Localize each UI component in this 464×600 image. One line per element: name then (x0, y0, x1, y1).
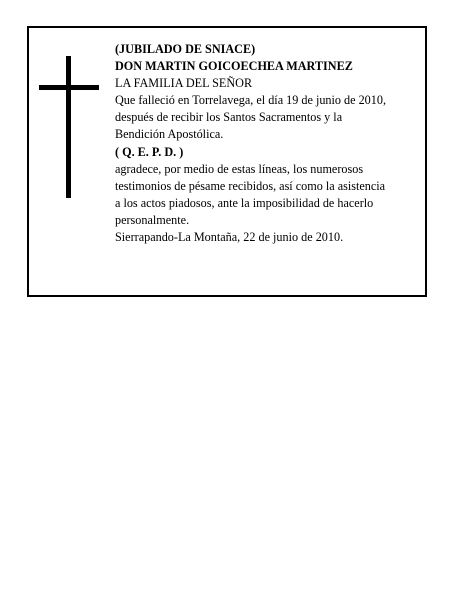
obituary-notice (27, 26, 427, 297)
thanks-text-2: testimonios de pésame recibidos, así como la asistencia (115, 178, 386, 193)
thanks-text-4: personalmente. (115, 212, 190, 227)
family-heading: LA FAMILIA DEL SEÑOR (115, 76, 253, 91)
thanks-text-1: agradece, por medio de estas líneas, los numerosos (115, 161, 364, 176)
notice-text (115, 41, 425, 246)
cross-horizontal-bar (39, 85, 99, 90)
deceased-name: DON MARTIN GOICOECHEA MARTINEZ (115, 59, 353, 74)
cross-icon (39, 56, 99, 198)
cross-vertical-bar (66, 56, 71, 198)
benediction-text: Bendición Apostólica. (115, 127, 224, 142)
place-date: Sierrapando-La Montaña, 22 de junio de 2010. (115, 230, 344, 245)
thanks-text-3: a los actos piadosos, ante la imposibilidad de hacerlo (115, 195, 374, 210)
rip-abbreviation: ( Q. E. P. D. ) (115, 144, 184, 159)
sacraments-text: después de recibir los Santos Sacramentos y la (115, 110, 343, 125)
death-details: Que falleció en Torrelavega, el día 19 de junio de 2010, (115, 93, 387, 108)
retired-note: (JUBILADO DE SNIACE) (115, 42, 256, 56)
